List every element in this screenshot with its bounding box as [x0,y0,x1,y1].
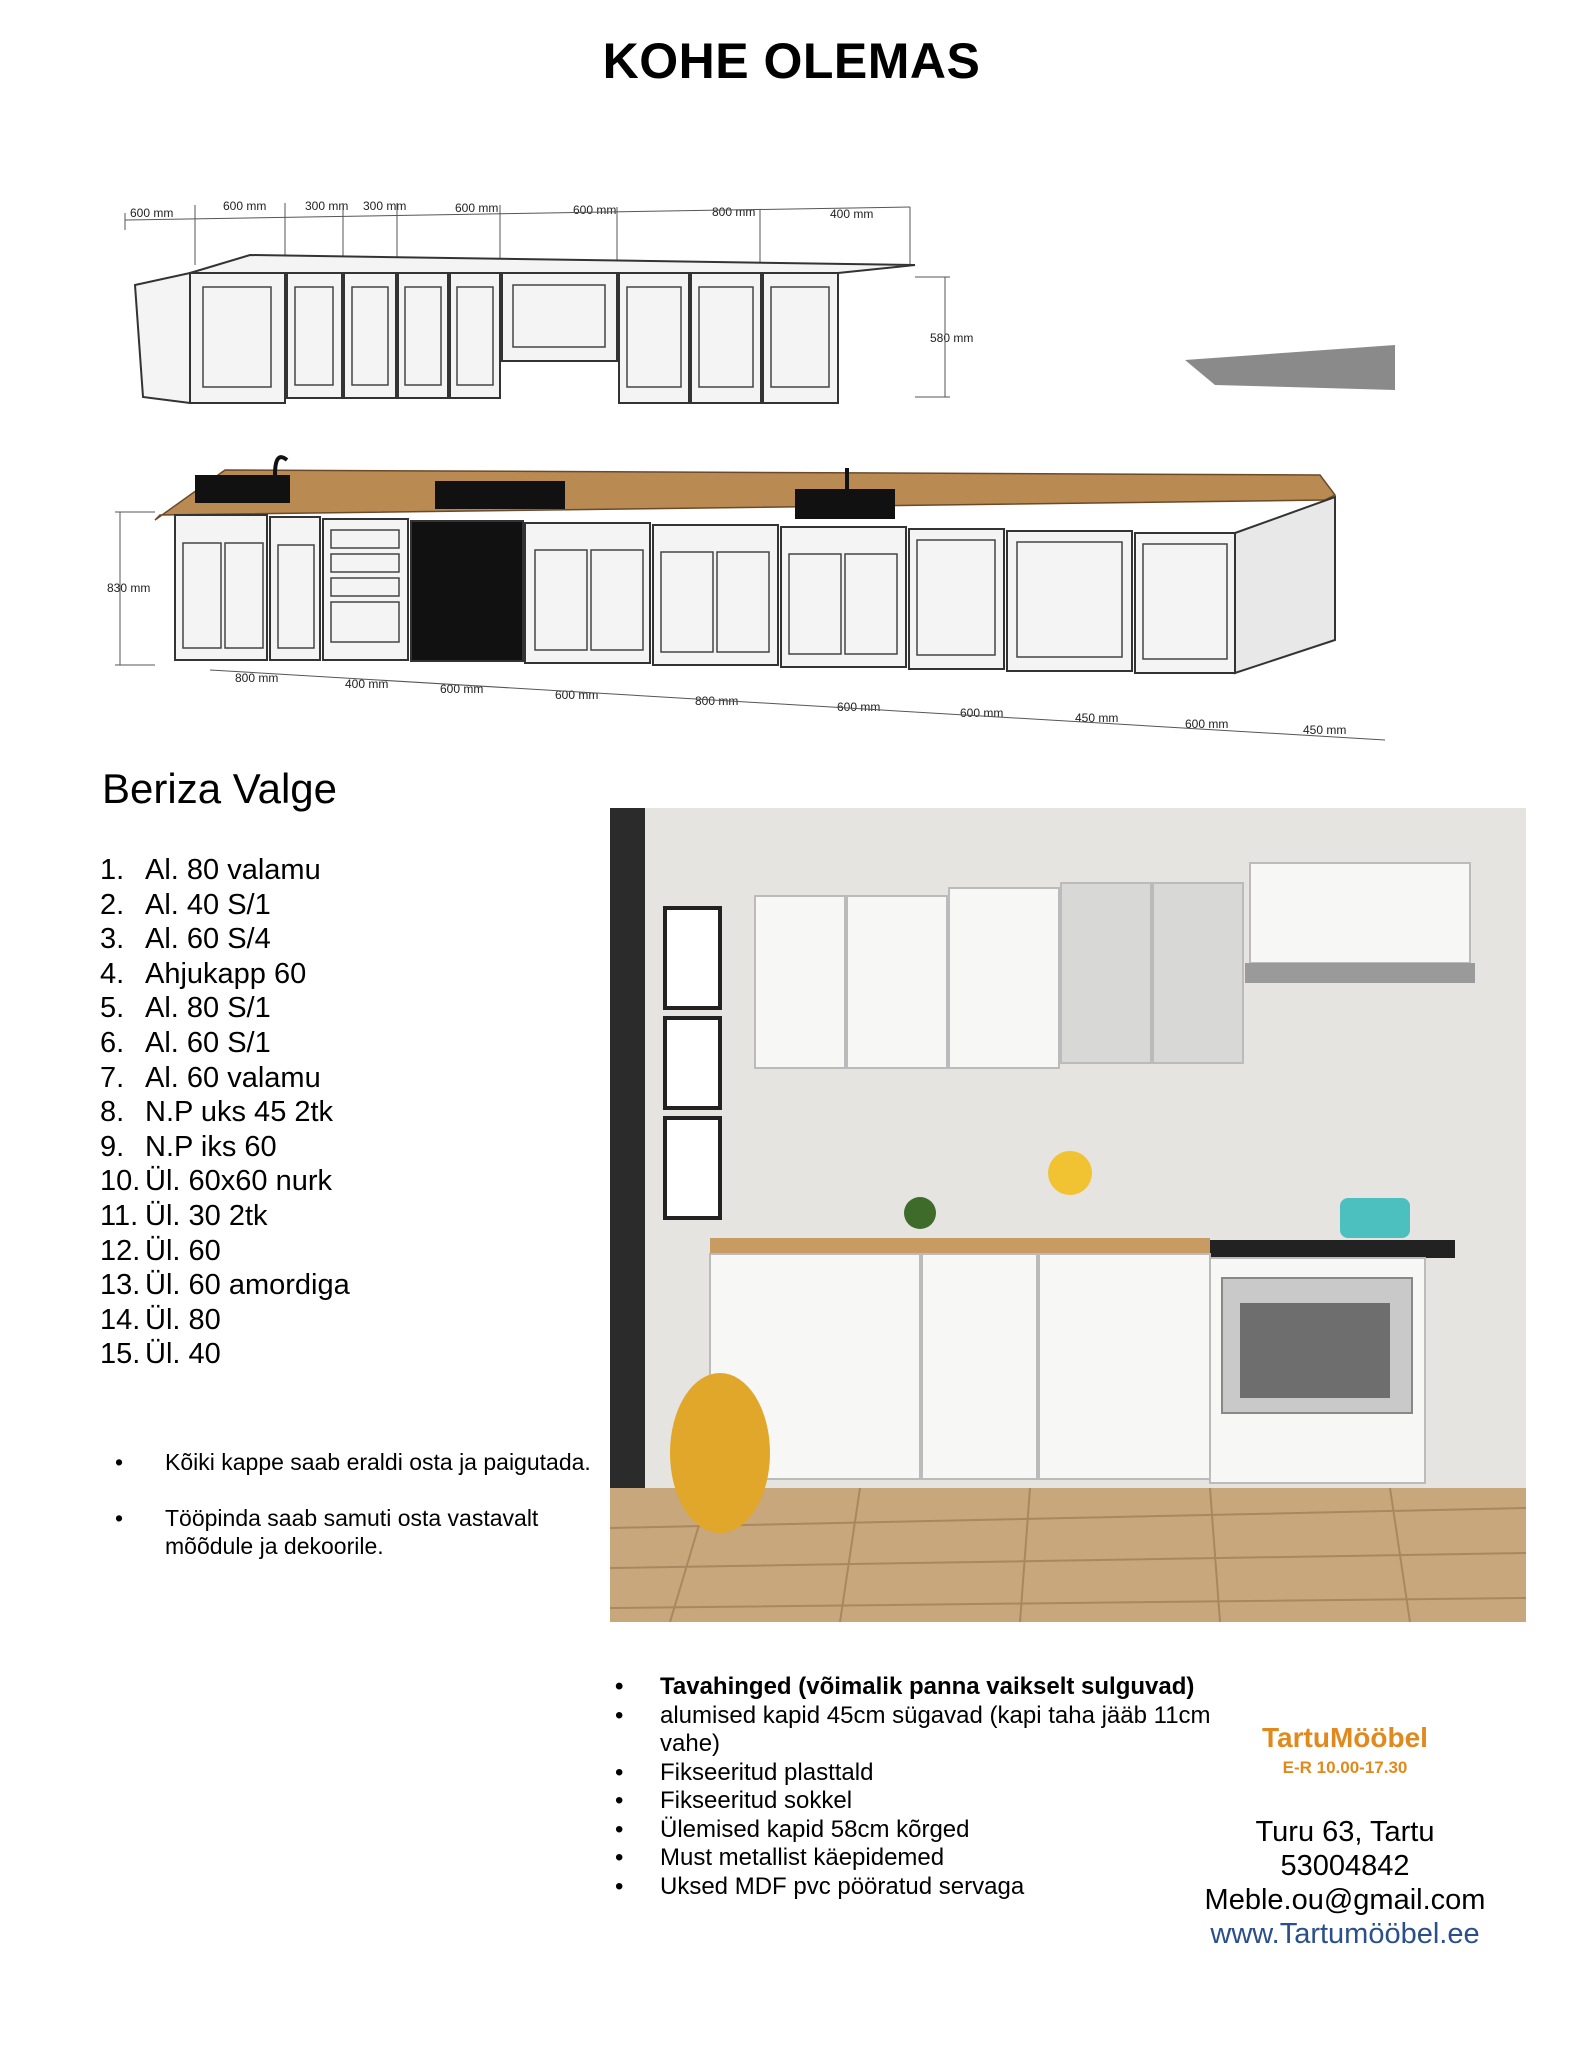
notes-list [115,1448,595,1588]
upper-width-3: 300 mm [305,199,349,213]
feature-item: • Fikseeritud sokkel [615,1787,1235,1816]
lower-width-1: 800 mm [235,671,279,685]
feature-item: • alumised kapid 45cm sügavad (kapi taha jääb 11cm vahe) [615,1702,1235,1759]
opening-hours: E-R 10.00-17.30 [1282,1758,1408,1777]
lower-height-label: 830 mm [107,581,151,595]
lower-width-4: 600 mm [555,688,599,702]
website-link[interactable]: www.Tartumööbel.ee [1210,1918,1480,1950]
lower-width-8: 450 mm [1075,711,1119,725]
email-address[interactable]: Meble.ou@gmail.com [1204,1884,1486,1916]
list-item: 1. Al. 80 valamu [100,854,321,886]
lower-width-5: 800 mm [695,694,739,708]
kitchen-dimension-drawing [95,185,1395,765]
sink-left [195,475,290,503]
page-title: KOHE OLEMAS [602,33,981,89]
address: Turu 63, Tartu [1255,1816,1435,1848]
feature-item: • Tavahinged (võimalik panna vaikselt sulguvad) [615,1673,1235,1702]
list-item: 11. Ül. 30 2tk [100,1199,268,1232]
feature-item: • Ülemised kapid 58cm kõrged [615,1816,1235,1845]
upper-width-5: 600 mm [455,201,499,215]
upper-width-1: 600 mm [130,206,174,220]
list-item: 9. N.P iks 60 [100,1130,277,1163]
lower-width-7: 600 mm [960,706,1004,720]
list-item: 10. Ül. 60x60 nurk [100,1165,332,1198]
lower-width-2: 400 mm [345,677,389,691]
worktop [155,470,1335,520]
product-name: Beriza Valge [102,765,338,812]
upper-width-6: 600 mm [573,203,617,217]
list-item: 2. Al. 40 S/1 [100,888,271,921]
lower-width-10: 450 mm [1303,723,1347,737]
list-item: 4. Ahjukapp 60 [100,957,307,990]
contact-block [1180,1815,1510,1951]
lower-width-6: 600 mm [837,700,881,714]
list-item: 5. Al. 80 S/1 [100,992,271,1025]
list-item: 14. Ül. 80 [100,1303,221,1336]
upper-width-4: 300 mm [363,199,407,213]
list-item: 6. Al. 60 S/1 [100,1026,271,1059]
note-item: • Tööpinda saab samuti osta vastavalt mõõdule ja dekoorile. [115,1504,595,1560]
brand-name: TartuMööbel [1262,1722,1428,1753]
feature-item: • Must metallist käepidemed [615,1844,1235,1873]
list-item: 8. N.P uks 45 2tk [100,1096,334,1129]
upper-width-7: 800 mm [712,205,756,219]
feature-item: • Uksed MDF pvc pööratud servaga [615,1873,1235,1902]
features-list [615,1673,1235,1901]
note-item: • Kõiki kappe saab eraldi osta ja paigutada. [115,1448,595,1476]
upper-height-label: 580 mm [930,331,974,345]
sink-right [795,489,895,519]
list-item: 15. Ül. 40 [100,1338,221,1371]
list-item: 13. Ül. 60 amordiga [100,1269,350,1302]
upper-width-8: 400 mm [830,207,874,221]
list-item: 3. Al. 60 S/4 [100,923,271,956]
list-item: 7. Al. 60 valamu [100,1061,321,1094]
lower-width-9: 600 mm [1185,717,1229,731]
upper-width-2: 600 mm [223,199,267,213]
list-item: 12. Ül. 60 [100,1234,221,1267]
hob [435,481,565,509]
phone-number: 53004842 [1280,1850,1410,1882]
item-list [100,853,350,1372]
lower-width-3: 600 mm [440,682,484,696]
kitchen-photo [610,808,1526,1622]
feature-item: • Fikseeritud plasttald [615,1759,1235,1788]
